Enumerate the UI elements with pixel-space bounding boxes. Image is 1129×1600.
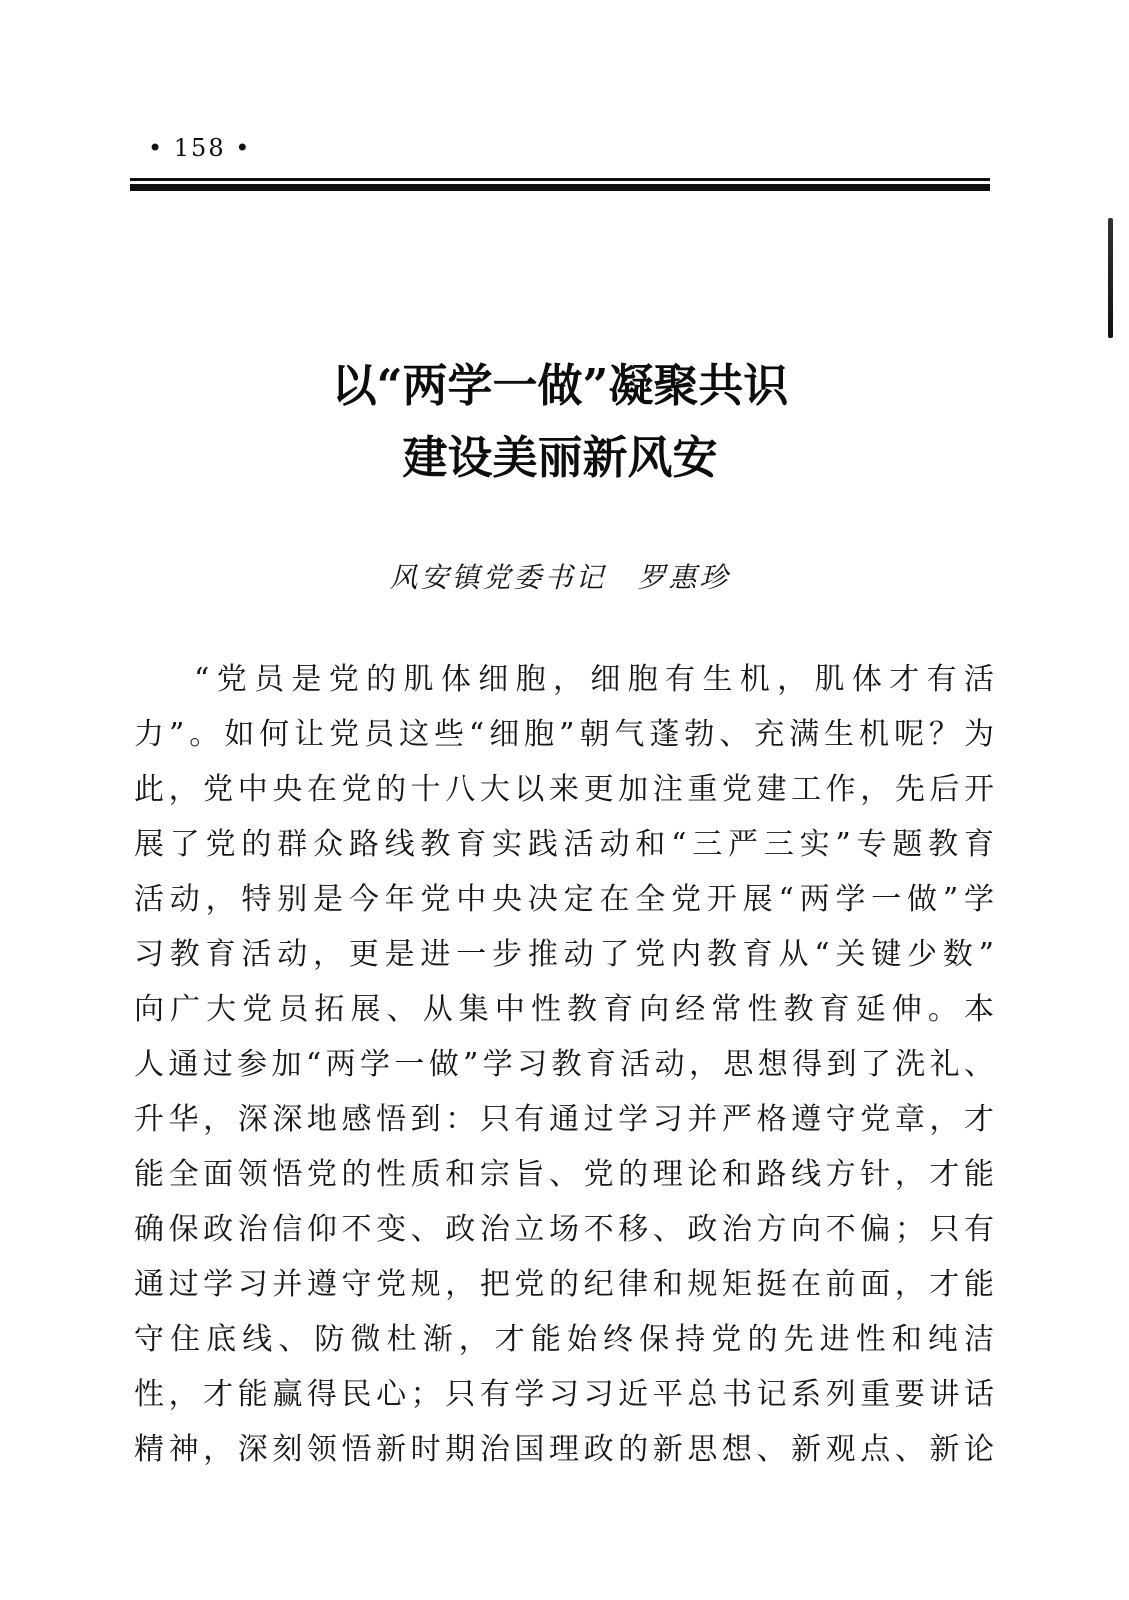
title-line: 建设美丽新风安	[402, 431, 718, 484]
page-number: • 158 •	[148, 134, 252, 162]
body-line: 性，才能赢得民心；只有学习习近平总书记系列重要讲话	[134, 1377, 994, 1412]
body-line: 升华，深深地感悟到：只有通过学习并严格遵守党章，才	[134, 1102, 994, 1137]
body-line: 展了党的群众路线教育实践活动和“三严三实”专题教育	[134, 827, 994, 862]
body-line: 确保政治信仰不变、政治立场不移、政治方向不偏；只有	[134, 1212, 994, 1247]
scan-edge-mark	[1108, 218, 1113, 338]
title-line: 以“两学一做”凝聚共识	[331, 359, 789, 412]
body-line: 此，党中央在党的十八大以来更加注重党建工作，先后开	[134, 772, 994, 807]
body-line: 力”。如何让党员这些“细胞”朝气蓬勃、充满生机呢？为	[134, 717, 994, 752]
body-line: “党员是党的肌体细胞，细胞有生机，肌体才有活	[194, 662, 994, 697]
body-line: 能全面领悟党的性质和宗旨、党的理论和路线方针，才能	[134, 1157, 994, 1192]
body-line: 活动，特别是今年党中央决定在全党开展“两学一做”学	[134, 882, 994, 917]
body-line: 习教育活动，更是进一步推动了党内教育从“关键少数”	[134, 937, 994, 972]
body-line: 通过学习并遵守党规，把党的纪律和规矩挺在前面，才能	[134, 1267, 994, 1302]
body-line: 人通过参加“两学一做”学习教育活动，思想得到了洗礼、	[134, 1047, 994, 1082]
article-title	[130, 350, 990, 494]
article-author: 风安镇党委书记 罗惠珍	[389, 561, 731, 594]
header-rule-thin	[130, 178, 990, 181]
header-rule-thick	[130, 184, 990, 191]
article-body	[134, 652, 994, 1477]
body-line: 守住底线、防微杜渐，才能始终保持党的先进性和纯洁	[134, 1322, 994, 1357]
body-line: 向广大党员拓展、从集中性教育向经常性教育延伸。本	[134, 992, 994, 1027]
body-line: 精神，深刻领悟新时期治国理政的新思想、新观点、新论	[134, 1432, 994, 1467]
